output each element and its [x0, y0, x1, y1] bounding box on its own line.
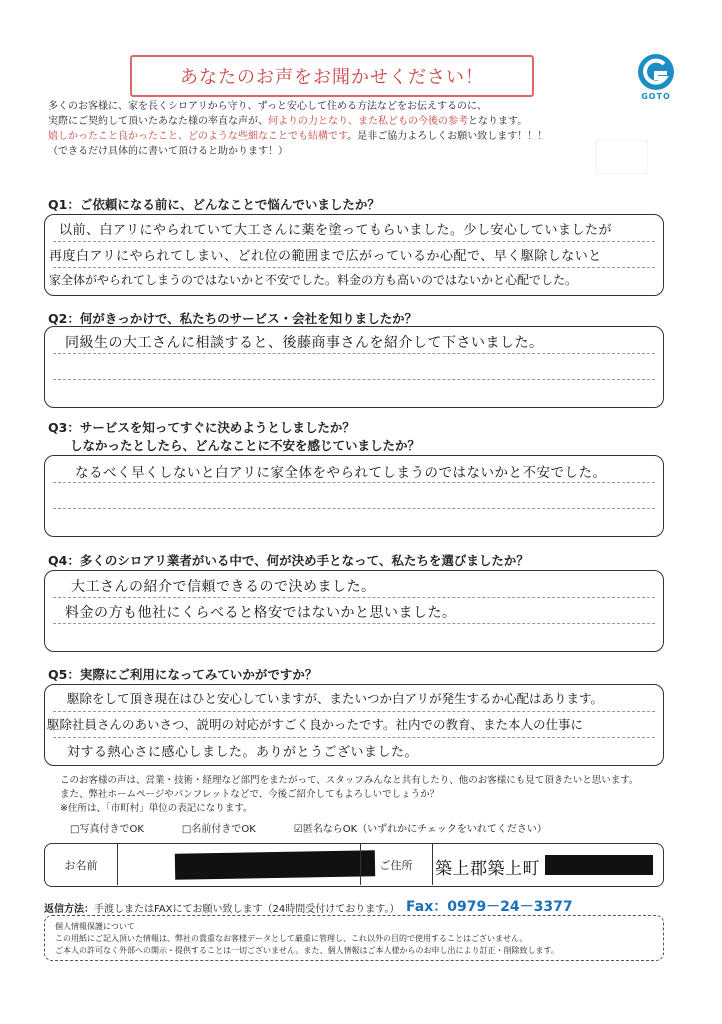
q4-answer-line-2: 料金の方も他社にくらべると格安ではないかと思いました。 [65, 605, 457, 621]
address-value[interactable]: 築上郡築上町 [435, 859, 540, 879]
q3-answer-box[interactable] [44, 455, 664, 537]
address-label: ご住所 [379, 858, 413, 872]
option-anonymous-label: ☑匿名ならOK [293, 824, 358, 835]
intro-line-2-c: となります。 [468, 116, 528, 127]
privacy-line-3: ご本人の許可なく外部への開示・提供することは一切ございません。また、個人情報はご本人様からのお申し出により訂正・削除致します。 [55, 946, 559, 955]
q5-answer-line-2: 駆除社員さんのあいさつ、説明の対応がすごく良かったです。社内での教育、また本人の仕事に [47, 717, 584, 732]
q4-answer-box[interactable] [44, 570, 664, 652]
address-redaction [545, 855, 653, 875]
q2-answer-box[interactable] [44, 326, 664, 408]
customer-info-table [44, 843, 664, 887]
privacy-line-1: 個人情報保護について [55, 922, 135, 931]
option-note: （いずれかにチェックをいれてください） [357, 824, 547, 835]
intro-line-3-b: 。是非ご協力よろしくお願い致します！！！ [347, 131, 548, 142]
intro-line-2 [48, 114, 527, 129]
return-text: 手渡しまたはFAXにてお願い致します（24時間受付けております。） [94, 904, 400, 915]
return-method [44, 900, 399, 915]
intro-line-3-highlight: 嬉しかったこと良かったこと、どのような些細なことでも結構です [48, 131, 348, 142]
q5-title: Q5：実際にご利用になってみていかがですか？ [48, 667, 318, 682]
name-label: お名前 [64, 858, 98, 872]
q5-answer-line-1: 駆除をして頂き現在はひと安心していますが、またいつか白アリが発生するか心配はあります。 [67, 691, 604, 706]
q2-answer-line-1: 同級生の大工さんに相談すると、後藤商事さんを紹介して下さいました。 [65, 335, 544, 351]
q3-answer-line-1: なるべく早くしないと白アリに家全体をやられてしまうのではないかと不安でした。 [75, 465, 607, 481]
q4-answer-line-1: 大工さんの紹介で信頼できるので決めました。 [71, 579, 376, 595]
q1-answer-box[interactable] [44, 214, 664, 296]
intro-line-2-highlight: 何よりの力となり、また私どもの今後の参考 [268, 116, 468, 127]
faded-stamp [596, 140, 648, 174]
q1-answer-line-3: 家全体がやられてしまうのではないかと不安でした。料金の方も高いのではないかと心配でした。 [49, 273, 578, 287]
consent-line-2: また、弊社ホームページやパンフレットなどで、今後ご紹介してもよろしいでしょうか？ [60, 789, 440, 800]
privacy-line-2: この用紙にご記入頂いた情報は、弊社の貴重なお客様データとして厳重に管理し、これ以外の目的で使用することはございません。 [55, 934, 528, 943]
privacy-notice [44, 915, 664, 961]
q1-title: Q1：ご依頼になる前に、どんなことで悩んでいましたか？ [48, 197, 380, 212]
consent-line-1: このお客様の声は、営業・技術・経理など部門をまたがって、スタッフみんなと共有したり、他のお客様にも見て頂きたいと思います。 [60, 775, 639, 786]
q1-answer-line-2: 再度白アリにやられてしまい、どれ位の範囲まで広がっているか心配で、早く駆除しないと [49, 249, 602, 264]
option-photo-ok[interactable]: □写真付きでOK [70, 824, 144, 835]
name-redaction [175, 850, 375, 879]
fax-number: Fax：0979－24－3377 [406, 899, 573, 915]
intro-line-3 [48, 129, 547, 144]
option-anonymous-ok[interactable] [294, 820, 547, 835]
company-logo [634, 52, 678, 104]
q3-subtitle: しなかったとしたら、どんなことに不安を感じていましたか？ [70, 438, 421, 453]
return-label: 返信方法： [44, 904, 94, 915]
q5-answer-box[interactable] [44, 684, 664, 766]
option-name-ok[interactable]: □名前付きでOK [181, 824, 256, 835]
consent-line-3: ※住所は、「市町村」単位の表記になります。 [60, 803, 253, 814]
q1-answer-line-1: 以前、白アリにやられていて大工さんに薬を塗ってもらいました。少し安心していましたが [59, 223, 612, 238]
goto-logo-icon [634, 52, 678, 92]
logo-text: GOTO [641, 92, 671, 101]
intro-line-1: 多くのお客様に、家を長くシロアリから守り、ずっと安心して住める方法などをお伝えするのに、 [48, 101, 487, 112]
consent-options [70, 820, 547, 835]
intro-line-4: （できるだけ具体的に書いて頂けると助かります！） [48, 146, 288, 157]
q5-answer-line-3: 対する熱心さに感心しました。ありがとうございました。 [67, 745, 419, 760]
q2-title: Q2：何がきっかけで、私たちのサービス・会社を知りましたか？ [48, 311, 418, 326]
q3-title: Q3：サービスを知ってすぐに決めようとしましたか？ [48, 420, 355, 435]
intro-line-2-a: 実際にご契約して頂いたあなた様の率直な声が、 [48, 116, 268, 127]
page-title: あなたのお声をお聞かせください！ [130, 55, 534, 97]
q4-title: Q4：多くのシロアリ業者がいる中で、何が決め手となって、私たちを選びましたか？ [48, 553, 529, 568]
